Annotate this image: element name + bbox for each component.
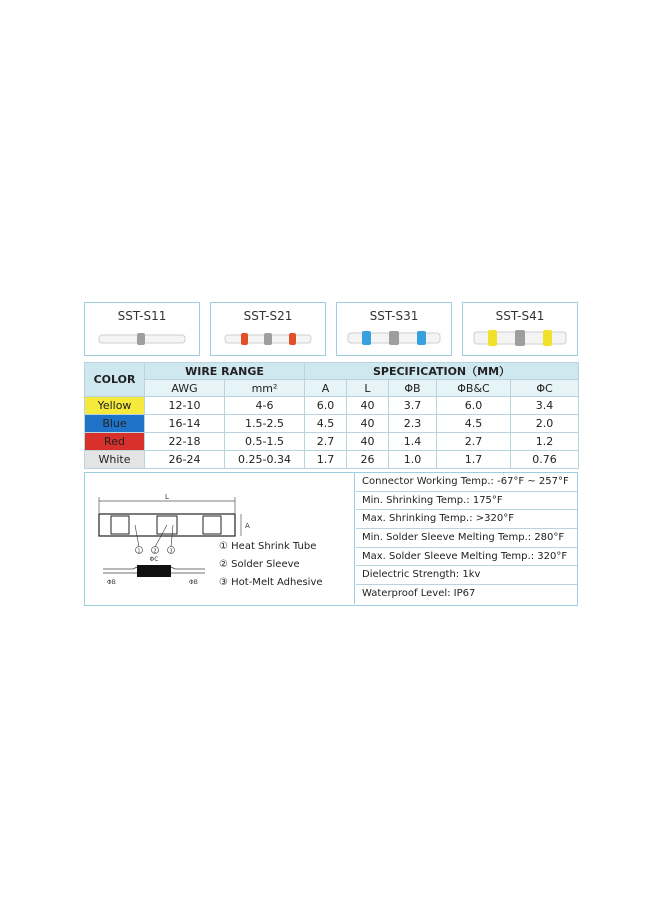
l-cell: 26 <box>347 451 389 469</box>
product-model-label: SST-S31 <box>369 309 419 323</box>
b-cell: 3.7 <box>389 397 437 415</box>
product-card-sst-s41 <box>462 302 578 356</box>
a-header: A <box>305 380 347 397</box>
l-cell: 40 <box>347 433 389 451</box>
product-card-sst-s31 <box>336 302 452 356</box>
dim-b-label-left: ΦB <box>107 579 116 586</box>
awg-cell: 12-10 <box>145 397 225 415</box>
mm2-cell: 4-6 <box>225 397 305 415</box>
callout-3: 3 <box>169 548 173 555</box>
product-model-label: SST-S21 <box>243 309 293 323</box>
properties-list <box>356 473 577 605</box>
connector-diagram <box>85 473 355 604</box>
a-cell: 1.7 <box>305 451 347 469</box>
details-panel <box>84 472 578 606</box>
b-cell: 1.0 <box>389 451 437 469</box>
b-header: ΦB <box>389 380 437 397</box>
connector-image-s31 <box>346 329 442 347</box>
product-card-sst-s11 <box>84 302 200 356</box>
table-row-yellow <box>85 397 579 415</box>
table-row-white <box>85 451 579 469</box>
dim-l-label: L <box>165 493 169 501</box>
table-row-blue <box>85 415 579 433</box>
mm2-header: mm² <box>225 380 305 397</box>
color-cell: White <box>85 451 145 469</box>
awg-cell: 16-14 <box>145 415 225 433</box>
legend-solder-sleeve: ② Solder Sleeve <box>219 559 300 570</box>
connector-image-s41 <box>472 328 568 348</box>
l-cell: 40 <box>347 415 389 433</box>
mm2-cell: 0.5-1.5 <box>225 433 305 451</box>
specification-table <box>84 362 579 469</box>
property-dielectric-strength: Dielectric Strength: 1kv <box>356 566 577 585</box>
b-cell: 2.3 <box>389 415 437 433</box>
property-working-temp: Connector Working Temp.: -67°F ~ 257°F <box>356 473 577 492</box>
dim-b-label-right: ΦB <box>189 579 198 586</box>
product-model-label: SST-S11 <box>117 309 167 323</box>
a-cell: 6.0 <box>305 397 347 415</box>
c-header: ΦC <box>511 380 579 397</box>
property-waterproof-level: Waterproof Level: IP67 <box>362 588 476 600</box>
a-cell: 2.7 <box>305 433 347 451</box>
awg-header: AWG <box>145 380 225 397</box>
property-min-solder-melting-temp: Min. Solder Sleeve Melting Temp.: 280°F <box>356 529 577 548</box>
c-cell: 0.76 <box>511 451 579 469</box>
bc-cell: 1.7 <box>437 451 511 469</box>
c-cell: 3.4 <box>511 397 579 415</box>
color-cell: Blue <box>85 415 145 433</box>
color-cell: Red <box>85 433 145 451</box>
c-cell: 1.2 <box>511 433 579 451</box>
awg-cell: 22-18 <box>145 433 225 451</box>
connector-image-s21 <box>223 331 313 347</box>
color-cell: Yellow <box>85 397 145 415</box>
l-cell: 40 <box>347 397 389 415</box>
legend-hot-melt-adhesive: ③ Hot-Melt Adhesive <box>219 577 323 588</box>
bc-cell: 4.5 <box>437 415 511 433</box>
callout-1: 1 <box>137 548 141 555</box>
table-row-red <box>85 433 579 451</box>
dim-c-label: ΦC <box>149 556 159 563</box>
c-cell: 2.0 <box>511 415 579 433</box>
l-header: L <box>347 380 389 397</box>
property-min-shrinking-temp: Min. Shrinking Temp.: 175°F <box>356 492 577 511</box>
legend-heat-shrink-tube: ① Heat Shrink Tube <box>219 541 317 552</box>
property-max-solder-melting-temp: Max. Solder Sleeve Melting Temp.: 320°F <box>356 548 577 567</box>
color-header: COLOR <box>85 363 145 397</box>
specification-header: SPECIFICATION（MM） <box>305 363 579 380</box>
product-model-label: SST-S41 <box>495 309 545 323</box>
mm2-cell: 1.5-2.5 <box>225 415 305 433</box>
a-cell: 4.5 <box>305 415 347 433</box>
b-cell: 1.4 <box>389 433 437 451</box>
callout-2: 2 <box>153 548 157 555</box>
dim-a-label: A <box>245 522 250 530</box>
mm2-cell: 0.25-0.34 <box>225 451 305 469</box>
bc-cell: 6.0 <box>437 397 511 415</box>
bc-header: ΦB&C <box>437 380 511 397</box>
wire-range-header: WIRE RANGE <box>145 363 305 380</box>
connector-image-s11 <box>97 331 187 347</box>
property-max-shrinking-temp: Max. Shrinking Temp.: >320°F <box>356 510 577 529</box>
product-card-sst-s21 <box>210 302 326 356</box>
awg-cell: 26-24 <box>145 451 225 469</box>
bc-cell: 2.7 <box>437 433 511 451</box>
